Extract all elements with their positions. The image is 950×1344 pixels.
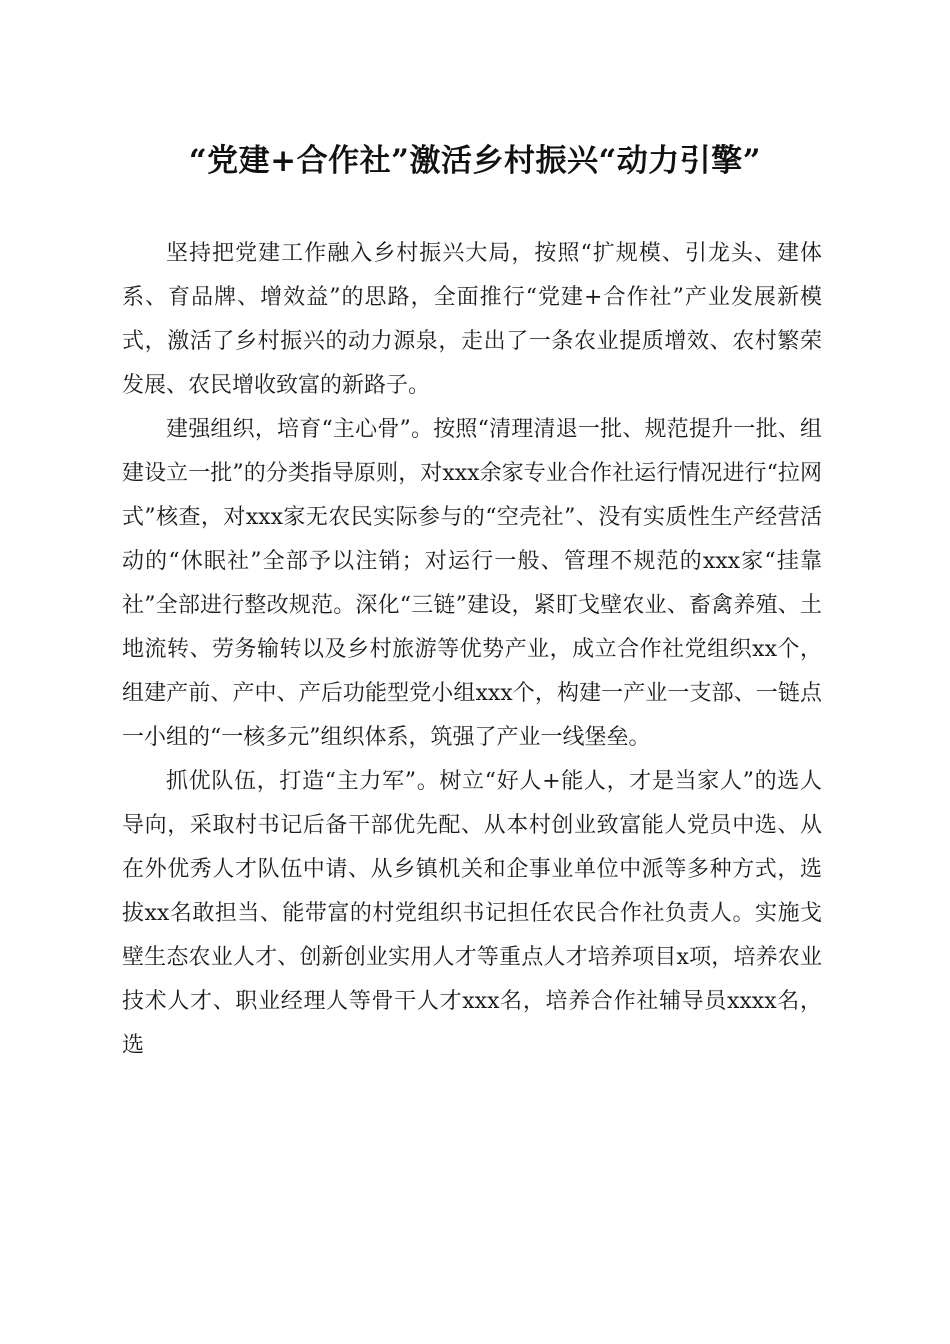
paragraph-organization: 建强组织，培育“主心骨”。按照“清理清退一批、规范提升一批、组建设立一批”的分类指导原则，对xxx余家专业合作社运行情况进行“拉网式”核查，对xxx家无农民实际参与的“空壳社”、没有实质性生产经营活动的“休眠社”全部予以注销；对运行一般、管理不规范的xxx家“挂靠社”全部进行整改规范。深化“三链”建设，紧盯戈壁农业、畜禽养殖、土地流转、劳务输转以及乡村旅游等优势产业，成立合作社党组织xx个，组建产前、产中、产后功能型党小组xxx个，构建一产业一支部、一链点一小组的“一核多元”组织体系，筑强了产业一线堡垒。 [122, 417, 822, 750]
document-body [122, 232, 822, 1068]
paragraph-team: 抓优队伍，打造“主力军”。树立“好人+能人，才是当家人”的选人导向，采取村书记后备干部优先配、从本村创业致富能人党员中选、从在外优秀人才队伍中请、从乡镇机关和企事业单位中派等多种方式，选拔xx名敢担当、能带富的村党组织书记担任农民合作社负责人。实施戈壁生态农业人才、创新创业实用人才等重点人才培养项目x项，培养农业技术人才、职业经理人等骨干人才xxx名，培养合作社辅导员xxxx名，选 [122, 769, 822, 1058]
paragraph-intro: 坚持把党建工作融入乡村振兴大局，按照“扩规模、引龙头、建体系、育品牌、增效益”的思路，全面推行“党建+合作社”产业发展新模式，激活了乡村振兴的动力源泉，走出了一条农业提质增效、农村繁荣发展、农民增收致富的新路子。 [122, 241, 822, 398]
document-title: “党建+合作社”激活乡村振兴“动力引擎” [188, 143, 762, 179]
